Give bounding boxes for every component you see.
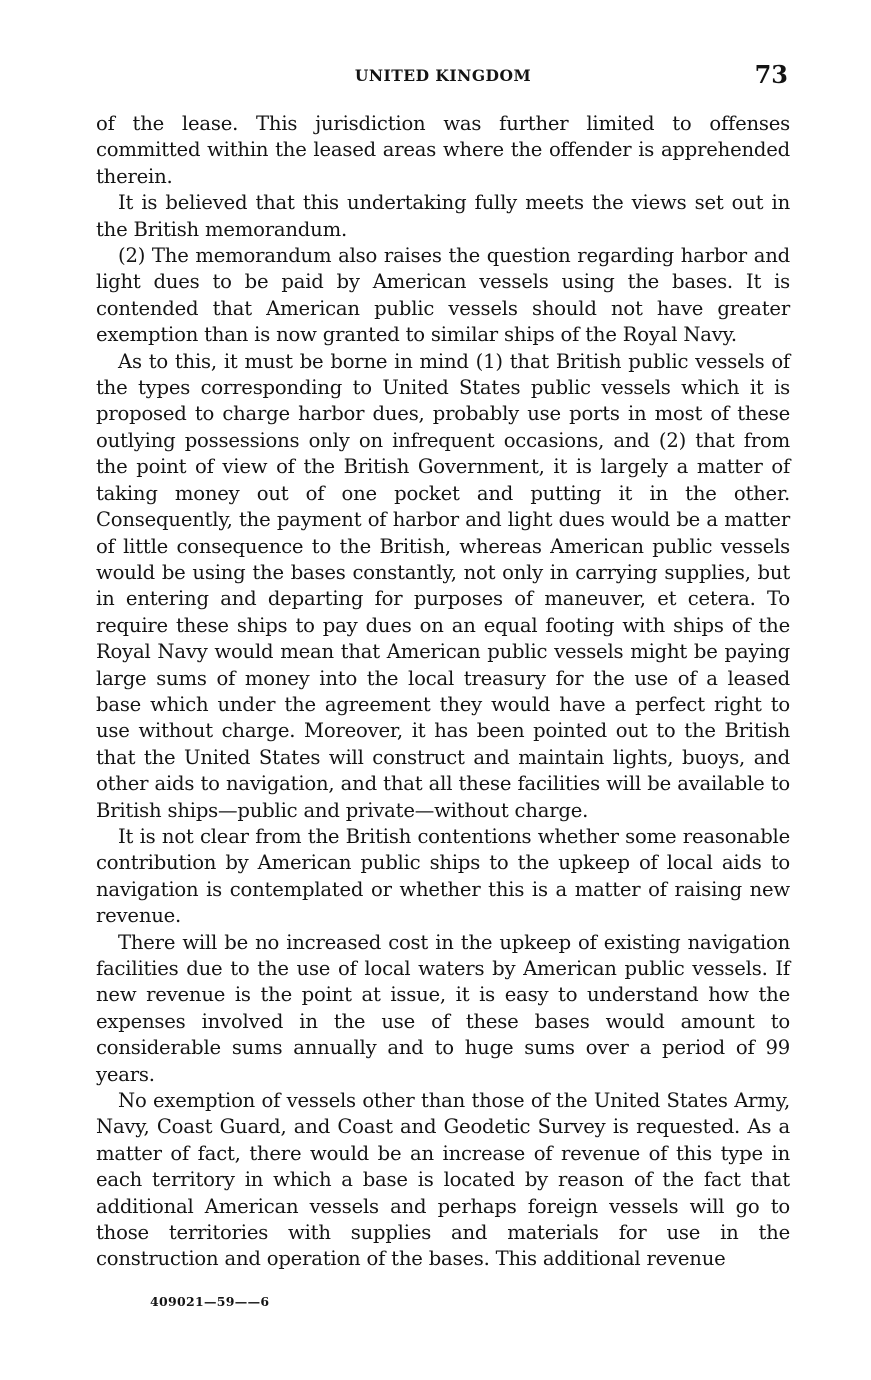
footer-print-code: 409021—59——6 xyxy=(150,1294,270,1309)
paragraph: (2) The memorandum also raises the question regarding harbor and light dues to be paid by American vessels using the bases. It is contended that American public vessels should not have greater exemption than is now granted to similar ships of the Royal Navy. xyxy=(96,244,790,347)
paragraph: No exemption of vessels other than those of the United States Army, Navy, Coast Guard, and Coast and Geodetic Survey is requested. As a matter of fact, there would be an increase of revenue of this type in each territory in which a base is located by reason of the fact that additional American vessels and perhaps foreign vessels will go to those territories with supplies and materials for use in the construction and operation of the bases. This additional revenue xyxy=(96,1089,790,1271)
paragraph: As to this, it must be borne in mind (1) that British public vessels of the types corresponding to United States public vessels which it is proposed to charge harbor dues, probably use ports in most of these outlying possessions only on infrequent occasions, and (2) that from the point of view of the British Government, it is largely a matter of taking money out of one pocket and putting it in the other. Consequently, the payment of harbor and light dues would be a matter of little consequence to the British, whereas American public vessels would be using the bases constantly, not only in carrying supplies, but in entering and departing for purposes of maneuver, et cetera. To require these ships to pay dues on an equal footing with ships of the Royal Navy would mean that American public vessels might be paying large sums of money into the local treasury for the use of a leased base which under the agreement they would have a perfect right to use without charge. Moreover, it has been pointed out to the British that the United States will construct and maintain lights, buoys, and other aids to navigation, and that all these facilities will be available to British ships—public and private—without charge. xyxy=(96,349,790,822)
running-title: UNITED KINGDOM xyxy=(354,66,532,85)
paragraph: There will be no increased cost in the upkeep of existing navigation facilities due to the use of local waters by American public vessels. If new revenue is the point at issue, it is easy to understand how the expenses involved in the use of these bases would amount to considerable sums annually and to huge sums over a period of 99 years. xyxy=(96,930,790,1086)
running-head xyxy=(96,62,790,92)
paragraph-continuation: of the lease. This jurisdiction was further limited to offenses committed within the leased areas where the offender is apprehended therein. xyxy=(96,112,790,188)
page-number: 73 xyxy=(754,60,788,89)
body-text xyxy=(96,111,790,1273)
paragraph: It is not clear from the British contentions whether some reasonable contribution by American public ships to the upkeep of local aids to navigation is contemplated or whether this is a matter of raising new revenue. xyxy=(96,824,790,928)
paragraph: It is believed that this undertaking fully meets the views set out in the British memorandum. xyxy=(96,191,790,241)
